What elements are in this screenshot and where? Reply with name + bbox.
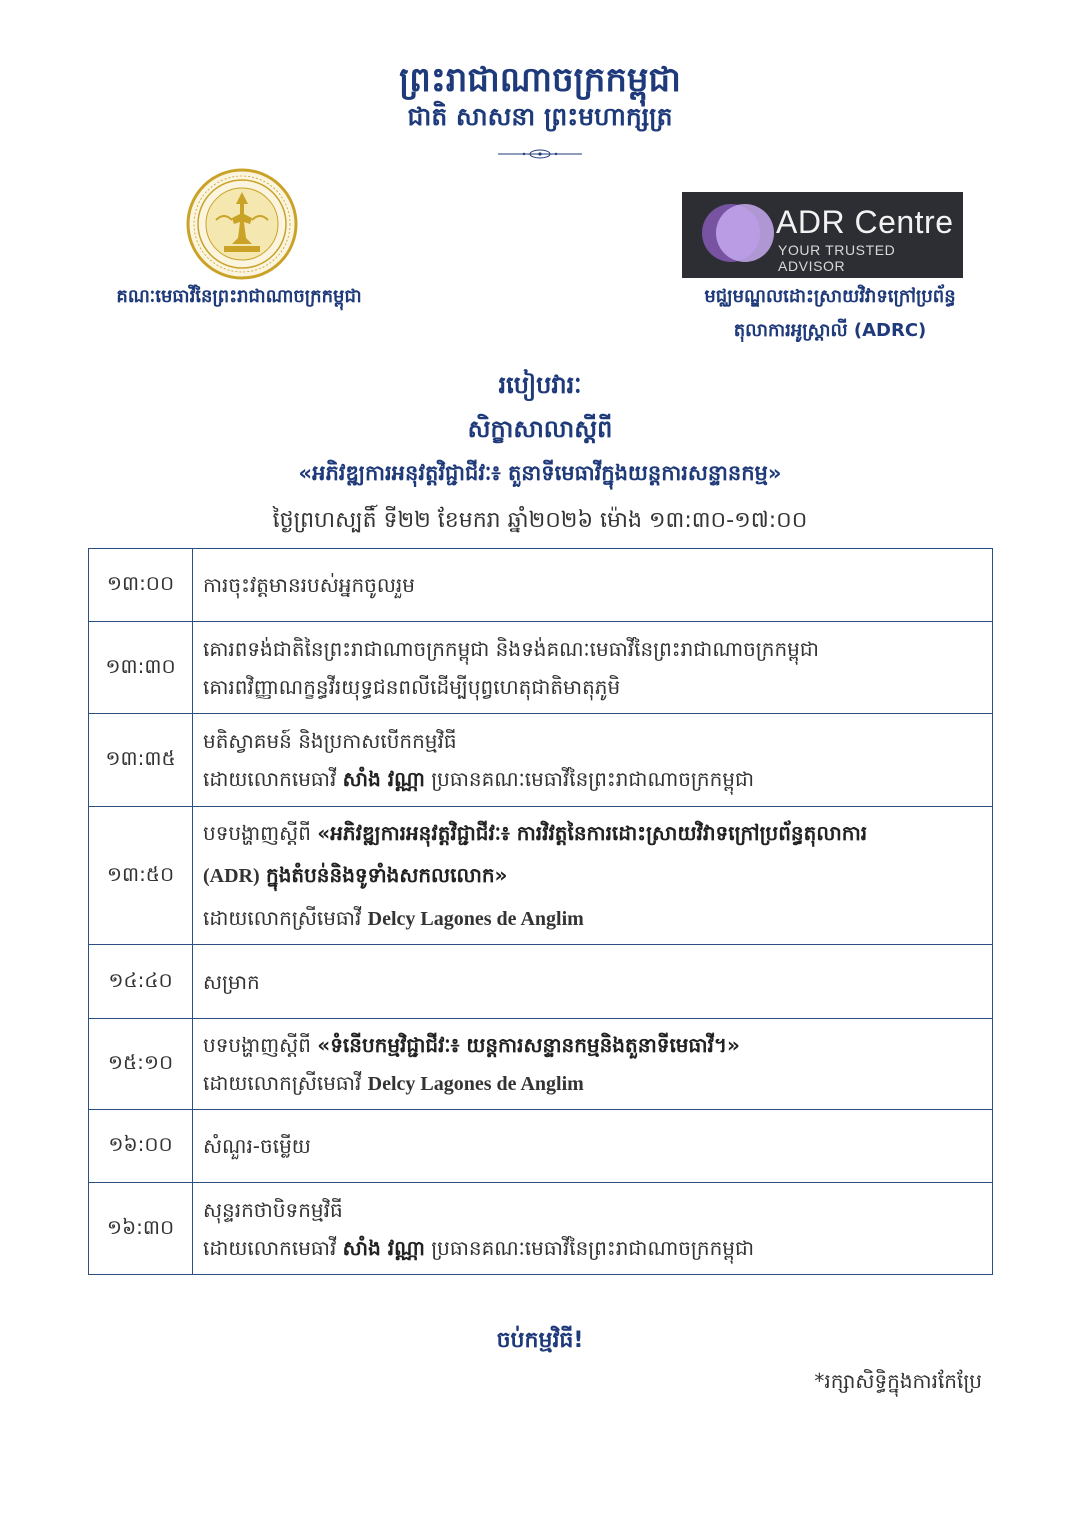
bar-association-seal-icon bbox=[186, 168, 298, 280]
row-line bbox=[203, 760, 982, 798]
row-time: ១៣:៣៥ bbox=[89, 714, 193, 807]
row-line: សំណួរ-ចម្លើយ bbox=[203, 1134, 311, 1158]
end-of-program: ចប់កម្មវិធី! bbox=[496, 1328, 584, 1353]
row-line: មតិស្វាគមន៍ និងប្រកាសបើកកម្មវិធី bbox=[203, 729, 457, 753]
presentation-title: «ទំនើបកម្មវិជ្ជាជីវៈ៖ យន្តការសន្ទានកម្មនិងតួនាទីមេធាវី។» bbox=[317, 1032, 740, 1057]
table-row bbox=[89, 622, 993, 714]
agenda-table bbox=[88, 548, 993, 1275]
kingdom-heading: ព្រះរាជាណាចក្រកម្ពុជា bbox=[399, 60, 681, 100]
row-description bbox=[193, 714, 993, 807]
speaker-prefix: ដោយលោកស្រីមេធាវី bbox=[203, 905, 362, 930]
row-line bbox=[203, 1064, 982, 1103]
row-time: ១៥:១០ bbox=[89, 1019, 193, 1110]
row-time: ១៦:០០ bbox=[89, 1110, 193, 1183]
right-organization-name-line1: មជ្ឈមណ្ឌលដោះស្រាយវិវាទក្រៅប្រព័ន្ធ bbox=[704, 286, 956, 307]
row-line bbox=[203, 812, 982, 854]
table-row bbox=[89, 1019, 993, 1110]
presentation-acronym: (ADR) bbox=[203, 864, 260, 887]
presentation-prefix: បទបង្ហាញស្តីពី bbox=[203, 1032, 311, 1057]
row-time: ១៣:០០ bbox=[89, 549, 193, 622]
speaker-prefix: ដោយលោកមេធាវី bbox=[203, 767, 337, 791]
speaker-title: ប្រធានគណៈមេធាវីនៃព្រះរាជាណាចក្រកម្ពុជា bbox=[431, 767, 755, 791]
row-description bbox=[193, 945, 993, 1019]
adr-centre-logo bbox=[682, 192, 963, 278]
row-line: ការចុះវត្តមានរបស់អ្នកចូលរួម bbox=[203, 573, 415, 597]
row-time: ១៦:៣០ bbox=[89, 1183, 193, 1275]
speaker-name: Delcy Lagones de Anglim bbox=[367, 907, 584, 930]
adr-logo-tagline: YOUR TRUSTED ADVISOR bbox=[778, 242, 896, 274]
row-time: ១៣:៥០ bbox=[89, 807, 193, 945]
presentation-prefix: បទបង្ហាញស្តីពី bbox=[203, 820, 311, 845]
row-description bbox=[193, 549, 993, 622]
row-line: សុន្ទរកថាបិទកម្មវិធី bbox=[203, 1197, 343, 1222]
adr-logo-name: ADR Centre bbox=[776, 204, 954, 240]
table-row bbox=[89, 549, 993, 622]
left-organization-name: គណៈមេធាវីនៃព្រះរាជាណាចក្រកម្ពុជា bbox=[116, 286, 362, 307]
speaker-name: សាំង វណ្ណា bbox=[342, 767, 425, 791]
row-description bbox=[193, 1110, 993, 1183]
event-date: ថ្ងៃព្រហស្បតិ៍ ទី២២ ខែមករា ឆ្នាំ២០២៦ ម៉ោង ១៣:៣០-១៧:០០ bbox=[272, 508, 808, 533]
table-row bbox=[89, 807, 993, 945]
row-description bbox=[193, 622, 993, 714]
row-time: ១៤:៤០ bbox=[89, 945, 193, 1019]
presentation-title-cont: ក្នុងតំបន់និងទូទាំងសកលលោក» bbox=[266, 862, 508, 887]
speaker-name: Delcy Lagones de Anglim bbox=[367, 1072, 584, 1095]
rights-reserved-note: *រក្សាសិទ្ធិក្នុងការកែប្រែ bbox=[814, 1369, 982, 1393]
row-description bbox=[193, 807, 993, 945]
agenda-label: របៀបវារៈ bbox=[498, 371, 582, 399]
table-row bbox=[89, 945, 993, 1019]
seminar-label: សិក្ខាសាលាស្តីពី bbox=[467, 415, 613, 443]
right-organization-name-line2: តុលាការអូស្ត្រាលី (ADRC) bbox=[733, 320, 927, 341]
row-line: គោរពទង់ជាតិនៃព្រះរាជាណាចក្រកម្ពុជា និងទង់គណៈមេធាវីនៃព្រះរាជាណាចក្រកម្ពុជា bbox=[203, 636, 819, 661]
row-line: សម្រាក bbox=[203, 969, 260, 994]
row-line bbox=[203, 1229, 982, 1267]
row-time: ១៣:៣០ bbox=[89, 622, 193, 714]
seminar-title: «អភិវឌ្ឍការអនុវត្តវិជ្ជាជីវៈ៖ តួនាទីមេធាវីក្នុងយន្តការសន្ទានកម្ម» bbox=[298, 461, 782, 485]
speaker-name: សាំង វណ្ណា bbox=[342, 1235, 425, 1260]
row-description bbox=[193, 1183, 993, 1275]
speaker-title: ប្រធានគណៈមេធាវីនៃព្រះរាជាណាចក្រកម្ពុជា bbox=[431, 1235, 755, 1260]
table-row bbox=[89, 1183, 993, 1275]
row-description bbox=[193, 1019, 993, 1110]
row-line bbox=[203, 1026, 982, 1064]
row-line bbox=[203, 854, 982, 897]
presentation-title: «អភិវឌ្ឍការអនុវត្តវិជ្ជាជីវៈ៖ ការវិវត្តនៃការដោះស្រាយវិវាទក្រៅប្រព័ន្ធតុលាការ bbox=[317, 820, 868, 845]
ornament-divider-icon bbox=[498, 148, 582, 160]
adr-logo-circle-icon bbox=[716, 204, 774, 262]
speaker-prefix: ដោយលោកស្រីមេធាវី bbox=[203, 1070, 362, 1095]
motto-heading: ជាតិ សាសនា ព្រះមហាក្សត្រ bbox=[407, 102, 673, 131]
row-line bbox=[203, 897, 982, 940]
table-row bbox=[89, 714, 993, 807]
speaker-prefix: ដោយលោកមេធាវី bbox=[203, 1235, 337, 1260]
row-line: គោរពវិញ្ញាណក្ខន្ធវីរយុទ្ធជនពលីដើម្បីបុព្វហេតុជាតិមាតុភូមិ bbox=[203, 674, 621, 699]
table-row bbox=[89, 1110, 993, 1183]
